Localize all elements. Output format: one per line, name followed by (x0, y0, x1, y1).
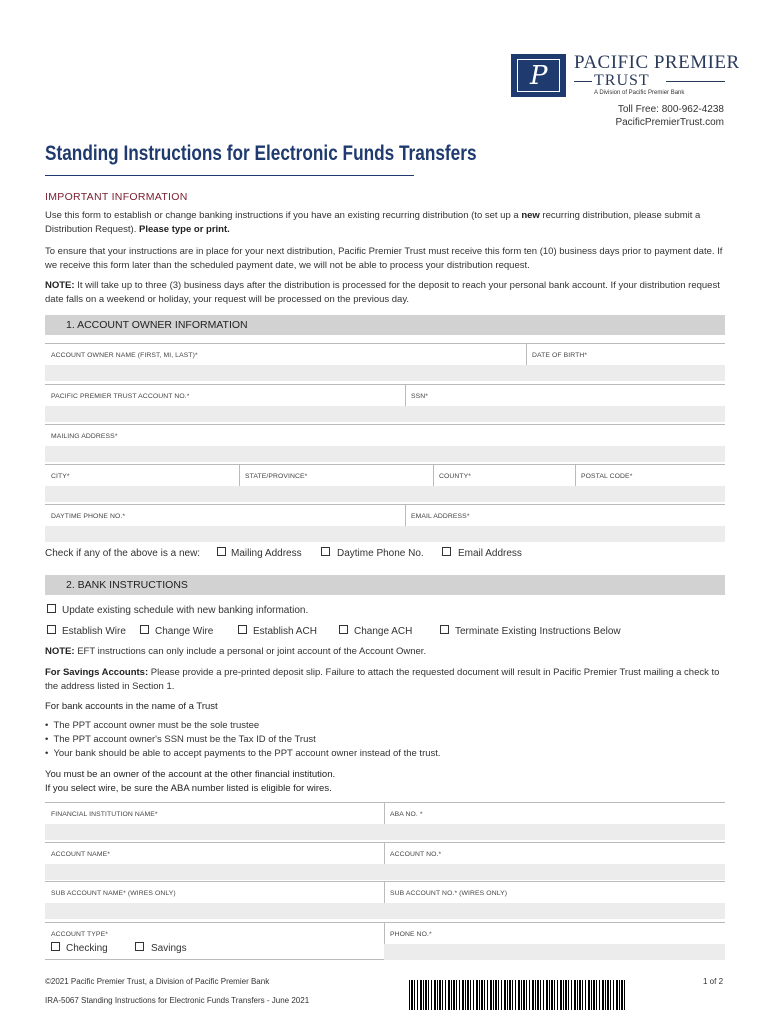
brand-trust: TRUST (594, 72, 650, 89)
savings-checkbox[interactable] (135, 942, 144, 951)
sub-account-number-field[interactable]: SUB ACCOUNT NO.* (WIRES ONLY) (384, 881, 725, 919)
dob-field[interactable]: DATE OF BIRTH* (526, 343, 725, 381)
logo (511, 54, 566, 97)
section-2-header: 2. BANK INSTRUCTIONS (45, 575, 725, 595)
form-id: IRA-5067 Standing Instructions for Electronic Funds Transfers - June 2021 (45, 996, 310, 1005)
brand-rule-left (574, 81, 592, 82)
trust-heading: For bank accounts in the name of a Trust (45, 701, 218, 712)
section-1-header: 1. ACCOUNT OWNER INFORMATION (45, 315, 725, 335)
important-para-3: NOTE: It will take up to three (3) business days after the distribution is processed for the deposit to reach your personal bank account. If your distribution request date falls on a weekend or holiday, your request will be processed on the previous day. (45, 280, 720, 305)
account-type-field: ACCOUNT TYPE* (45, 922, 384, 960)
establish-ach-label: Establish ACH (253, 626, 317, 637)
title-rule (45, 175, 414, 176)
establish-wire-checkbox[interactable] (47, 625, 56, 634)
sub-account-name-field[interactable]: SUB ACCOUNT NAME* (WIRES ONLY) (45, 881, 725, 919)
list-item: • The PPT account owner must be the sole trustee (45, 720, 260, 731)
owner-note: You must be an owner of the account at the other financial institution. (45, 769, 336, 780)
postal-code-field[interactable]: POSTAL CODE* (575, 464, 725, 502)
update-schedule-label: Update existing schedule with new banking information. (62, 605, 309, 616)
important-para-1: Use this form to establish or change banking instructions if you have an existing recurring distribution (to set up a new recurring distribution, please submit a Distribution Request). Please type or print. (45, 210, 701, 235)
savings-label: Savings (151, 943, 187, 954)
city-field[interactable]: CITY* (45, 464, 239, 502)
list-item: • Your bank should be able to accept payments to the PPT account owner instead of the trust. (45, 748, 441, 759)
wire-note: If you select wire, be sure the ABA number listed is eligible for wires. (45, 783, 332, 794)
bank-account-number-field[interactable]: ACCOUNT NO.* (384, 842, 725, 880)
account-number-field[interactable]: PACIFIC PREMIER TRUST ACCOUNT NO.* (45, 384, 725, 422)
barcode (409, 980, 625, 1010)
toll-free: Toll Free: 800-962-4238 (617, 104, 724, 115)
change-wire-label: Change Wire (155, 626, 214, 637)
list-item: • The PPT account owner's SSN must be the Tax ID of the Trust (45, 734, 316, 745)
copyright: ©2021 Pacific Premier Trust, a Division of Pacific Premier Bank (45, 977, 270, 986)
check-new-label: Check if any of the above is a new: (45, 548, 201, 559)
owner-name-field[interactable]: ACCOUNT OWNER NAME (FIRST, MI, LAST)* (45, 343, 725, 381)
bank-phone-field[interactable]: PHONE NO.* (384, 922, 725, 960)
account-name-field[interactable]: ACCOUNT NAME* (45, 842, 725, 880)
email-field[interactable]: EMAIL ADDRESS* (405, 504, 725, 542)
establish-ach-checkbox[interactable] (238, 625, 247, 634)
terminate-label: Terminate Existing Instructions Below (455, 626, 621, 637)
daytime-phone-checkbox[interactable] (321, 547, 330, 556)
change-ach-label: Change ACH (354, 626, 413, 637)
important-para-2: To ensure that your instructions are in place for your next distribution, Pacific Premier Trust must receive this form ten (10) business days prior to payment date. If we receive this form later than the scheduled payment date, we will not be able to process your distribution request. (45, 246, 723, 271)
savings-note: For Savings Accounts: Please provide a pre-printed deposit slip. Failure to attach the requested document will result in Pacific Premier Trust mailing a check to the address listed in Section 1. (45, 667, 720, 692)
daytime-phone-field[interactable]: DAYTIME PHONE NO.* (45, 504, 725, 542)
brand-rule-right (666, 81, 725, 82)
email-address-option: Email Address (458, 548, 522, 559)
change-ach-checkbox[interactable] (339, 625, 348, 634)
eft-note: NOTE: EFT instructions can only include a personal or joint account of the Account Owner. (45, 646, 427, 657)
update-schedule-checkbox[interactable] (47, 604, 56, 613)
ssn-field[interactable]: SSN* (405, 384, 725, 422)
county-field[interactable]: COUNTY* (433, 464, 575, 502)
change-wire-checkbox[interactable] (140, 625, 149, 634)
establish-wire-label: Establish Wire (62, 626, 126, 637)
aba-field[interactable]: ABA NO. * (384, 802, 725, 840)
daytime-phone-option: Daytime Phone No. (337, 548, 424, 559)
terminate-checkbox[interactable] (440, 625, 449, 634)
checking-checkbox[interactable] (51, 942, 60, 951)
mailing-address-field[interactable]: MAILING ADDRESS* (45, 424, 725, 462)
logo-monogram-icon: P (530, 61, 548, 91)
email-address-checkbox[interactable] (442, 547, 451, 556)
mailing-address-checkbox[interactable] (217, 547, 226, 556)
state-field[interactable]: STATE/PROVINCE* (239, 464, 433, 502)
mailing-address-option: Mailing Address (231, 548, 302, 559)
financial-institution-field[interactable]: FINANCIAL INSTITUTION NAME* (45, 802, 725, 840)
brand-name: PACIFIC PREMIER (574, 52, 740, 73)
page-title: Standing Instructions for Electronic Funds Transfers (45, 142, 477, 165)
important-heading: IMPORTANT INFORMATION (45, 191, 188, 203)
brand-division: A Division of Pacific Premier Bank (594, 90, 685, 96)
checking-label: Checking (66, 943, 108, 954)
page-number: 1 of 2 (703, 977, 724, 986)
website: PacificPremierTrust.com (615, 117, 724, 128)
